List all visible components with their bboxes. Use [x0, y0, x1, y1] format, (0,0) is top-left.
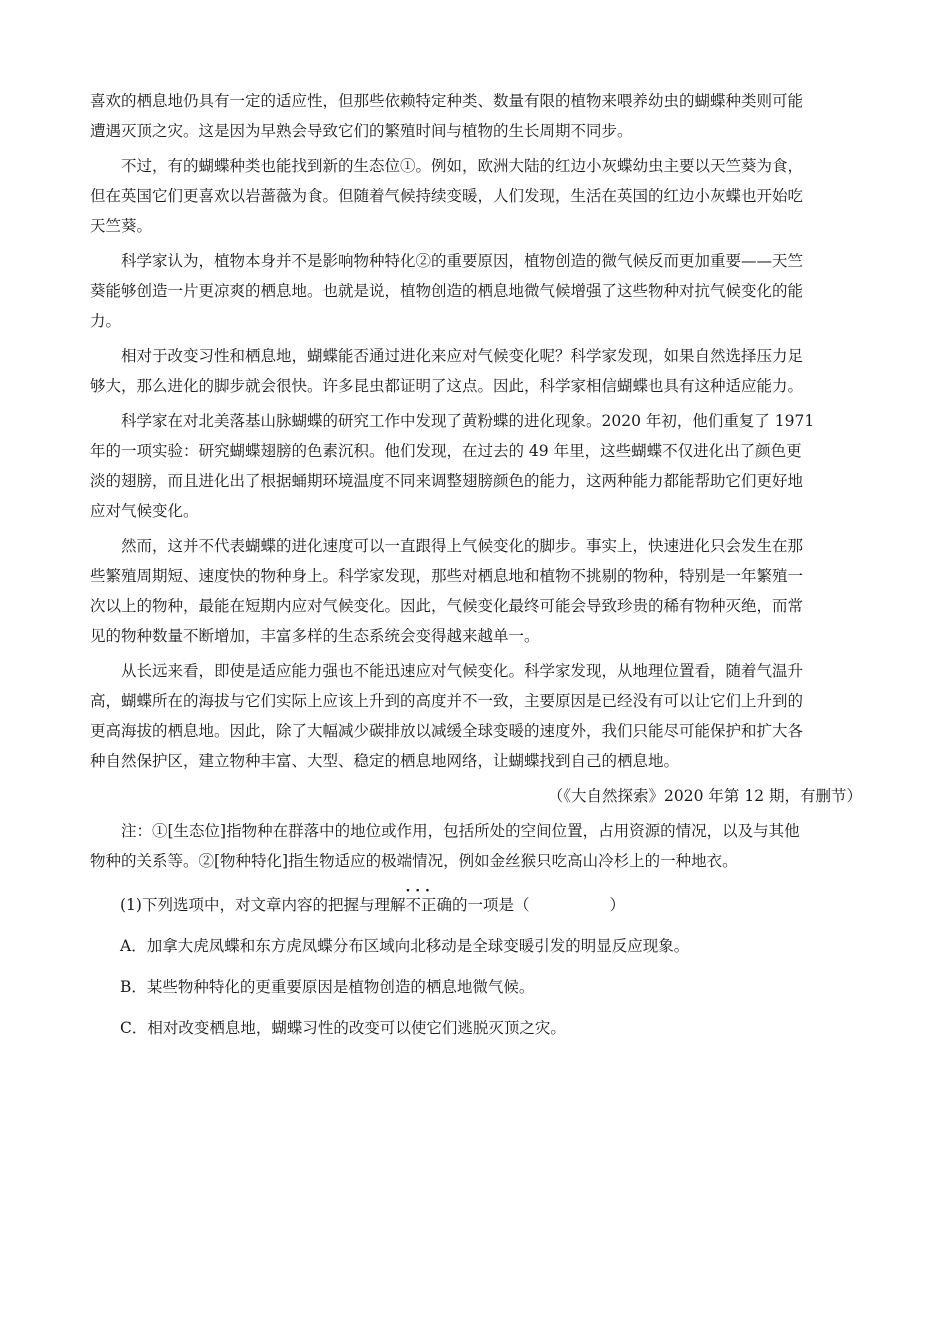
paragraph: [90, 406, 862, 526]
paragraph-line: 见的物种数量不断增加，丰富多样的生态系统会变得越来越单一。: [90, 627, 540, 645]
paragraph-line: 然而，这并不代表蝴蝶的进化速度可以一直跟得上气候变化的脚步。事实上，快速进化只会发生在那: [121, 537, 804, 555]
question-close: ）: [609, 896, 626, 914]
paragraph-line: 更高海拔的栖息地。因此，除了大幅减少碳排放以减缓全球变暖的速度外，我们只能尽可能保护和扩大各: [90, 722, 804, 740]
paragraph: [90, 531, 862, 651]
paragraph: [90, 246, 862, 336]
paragraph-line: 遭遇灭顶之灾。这是因为早熟会导致它们的繁殖时间与植物的生长周期不同步。: [90, 122, 633, 140]
paragraph-line: 些繁殖周期短、速度快的物种身上。科学家发现，那些对栖息地和植物不挑剔的物种，特别是一年繁殖一: [90, 567, 804, 585]
paragraph: [90, 86, 862, 146]
footnote-line: 注：①[生态位]指物种在群落中的地位或作用，包括所处的空间位置，占用资源的情况，以及与其他: [121, 822, 800, 840]
emphasis-text: · · · 不正确: [405, 890, 452, 920]
paragraph: [90, 151, 862, 241]
option-c[interactable]: C．相对改变栖息地，蝴蝶习性的改变可以使它们逃脱灭顶之灾。: [120, 1019, 566, 1037]
paragraph-line: 葵能够创造一片更凉爽的栖息地。也就是说，植物创造的栖息地微气候增强了这些物种对抗气候变化的能: [90, 282, 804, 300]
option-a[interactable]: A．加拿大虎凤蝶和东方虎凤蝶分布区域向北移动是全球变暖引发的明显反应现象。: [120, 937, 690, 955]
question-suffix: 的一项是（: [451, 896, 530, 914]
paragraph-line: 次以上的物种，最能在短期内应对气候变化。因此，气候变化最终可能会导致珍贵的稀有物种灭绝，而常: [90, 597, 804, 615]
paragraph-line: 年的一项实验：研究蝴蝶翅膀的色素沉积。他们发现，在过去的 49 年里，这些蝴蝶不仅进化出了颜色更: [90, 442, 802, 460]
paragraph: [90, 656, 862, 776]
option-b[interactable]: B．某些物种特化的更重要原因是植物创造的栖息地微气候。: [120, 978, 535, 996]
document-page: [90, 86, 862, 1043]
paragraph-line: 高，蝴蝶所在的海拔与它们实际上应该上升到的高度并不一致，主要原因是已经没有可以让它们上升到的: [90, 692, 804, 710]
paragraph-line: 相对于改变习性和栖息地，蝴蝶能否通过进化来应对气候变化呢？科学家发现，如果自然选择压力足: [121, 347, 804, 365]
paragraph-line: 从长远来看，即使是适应能力强也不能迅速应对气候变化。科学家发现，从地理位置看，随着气温升: [121, 662, 804, 680]
source-citation: （《大自然探索》2020 年第 12 期，有删节）: [547, 787, 862, 805]
paragraph-line: 应对气候变化。: [90, 502, 199, 520]
paragraph-line: 天竺葵。: [90, 217, 153, 235]
question-prefix: (1)下列选项中，对文章内容的把握与理解: [120, 896, 406, 914]
paragraph-line: 科学家认为，植物本身并不是影响物种特化②的重要原因，植物创造的微气候反而更加重要——天竺: [121, 252, 804, 270]
paragraph-line: 淡的翅膀，而且进化出了根据蛹期环境温度不同来调整翅膀颜色的能力，这两种能力都能帮助它们更好地: [90, 472, 804, 490]
footnote-line: 物种的关系等。②[物种特化]指生物适应的极端情况，例如金丝猴只吃高山冷杉上的一种地衣。: [90, 852, 738, 870]
paragraph-line: 力。: [90, 312, 122, 330]
paragraph-line: 够大，那么进化的脚步就会很快。许多昆虫都证明了这点。因此，科学家相信蝴蝶也具有这种适应能力。: [90, 377, 804, 395]
paragraph-line: 种自然保护区，建立物种丰富、大型、稳定的栖息地网络，让蝴蝶找到自己的栖息地。: [90, 752, 680, 770]
paragraph-line: 不过，有的蝴蝶种类也能找到新的生态位①。例如，欧洲大陆的红边小灰蝶幼虫主要以天竺葵为食，: [121, 157, 804, 175]
paragraph-line: 但在英国它们更喜欢以岩蔷薇为食。但随着气候持续变暖，人们发现，生活在英国的红边小灰蝶也开始吃: [90, 187, 804, 205]
paragraph-line: 科学家在对北美落基山脉蝴蝶的研究工作中发现了黄粉蝶的进化现象。2020 年初，他们重复了 1971: [121, 412, 815, 430]
question-stem: [90, 890, 862, 920]
paragraph-line: 喜欢的栖息地仍具有一定的适应性，但那些依赖特定种类、数量有限的植物来喂养幼虫的蝴蝶种类则可能: [90, 92, 804, 110]
paragraph: [90, 341, 862, 401]
article-body: [90, 86, 862, 776]
footnote: [90, 816, 862, 876]
